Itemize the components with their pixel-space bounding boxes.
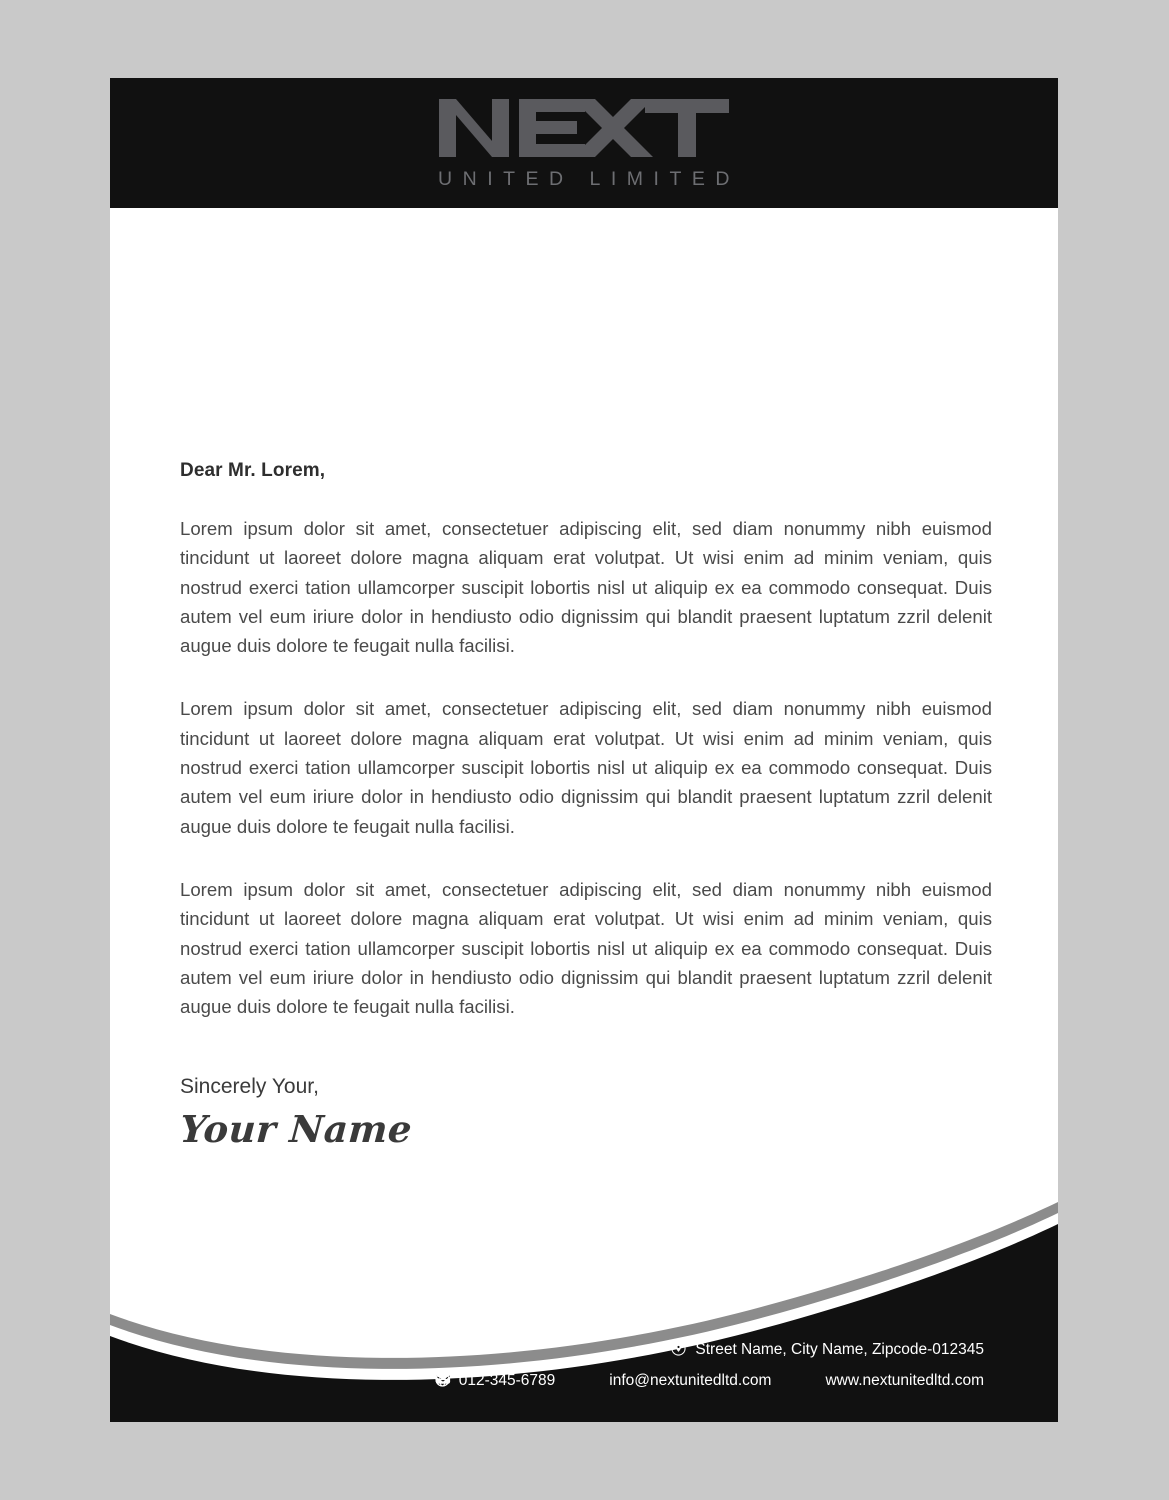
brand-logo	[110, 78, 1058, 208]
website-item[interactable]	[801, 1372, 984, 1389]
globe-icon	[801, 1372, 818, 1389]
next-wordmark-icon	[439, 97, 729, 159]
location-pin-icon	[671, 1341, 688, 1358]
address-text: Street Name, City Name, Zipcode-012345	[695, 1340, 984, 1358]
brand-tagline: UNITED LIMITED	[438, 168, 740, 190]
footer-row-contacts	[435, 1372, 984, 1389]
closing-line: Sincerely Your,	[180, 1075, 319, 1099]
website-text: www.nextunitedltd.com	[825, 1371, 984, 1389]
phone-text: 012-345-6789	[458, 1371, 556, 1389]
letter-body	[180, 460, 992, 1151]
header-band	[110, 78, 1058, 208]
email-item[interactable]	[585, 1372, 771, 1389]
body-paragraph-1: Lorem ipsum dolor sit amet, consectetuer adipiscing elit, sed diam nonummy nibh euismod tincidunt ut laoreet dolore magna aliquam erat volutpat. Ut wisi enim ad minim veniam, quis nostrud exerci tation ullamcorper suscipit lobortis nisl ut aliquip ex ea commodo consequat. Duis autem vel eum iriure dolor in hendiusto odio dignissim qui blandit praesent luptatum zzril delenit augue duis dolore te feugait nulla facilisi.	[180, 518, 992, 657]
address-item	[671, 1341, 984, 1358]
body-paragraph-2: Lorem ipsum dolor sit amet, consectetuer adipiscing elit, sed diam nonummy nibh euismod tincidunt ut laoreet dolore magna aliquam erat volutpat. Ut wisi enim ad minim veniam, quis nostrud exerci tation ullamcorper suscipit lobortis nisl ut aliquip ex ea commodo consequat. Duis autem vel eum iriure dolor in hendiusto odio dignissim qui blandit praesent luptatum zzril delenit augue duis dolore te feugait nulla facilisi.	[180, 698, 992, 837]
footer-row-address	[671, 1341, 984, 1358]
salutation: Dear Mr. Lorem,	[180, 460, 326, 481]
phone-item[interactable]	[435, 1372, 556, 1389]
letterhead-page	[110, 78, 1058, 1422]
footer-contact-info	[110, 1332, 1058, 1422]
body-paragraph-3: Lorem ipsum dolor sit amet, consectetuer adipiscing elit, sed diam nonummy nibh euismod tincidunt ut laoreet dolore magna aliquam erat volutpat. Ut wisi enim ad minim veniam, quis nostrud exerci tation ullamcorper suscipit lobortis nisl ut aliquip ex ea commodo consequat. Duis autem vel eum iriure dolor in hendiusto odio dignissim qui blandit praesent luptatum zzril delenit augue duis dolore te feugait nulla facilisi.	[180, 878, 992, 1018]
footer	[110, 1192, 1058, 1422]
signature-name: Your Name	[178, 1107, 414, 1152]
envelope-icon	[585, 1372, 602, 1389]
closing-block	[180, 1075, 992, 1151]
email-text: info@nextunitedltd.com	[609, 1371, 772, 1389]
